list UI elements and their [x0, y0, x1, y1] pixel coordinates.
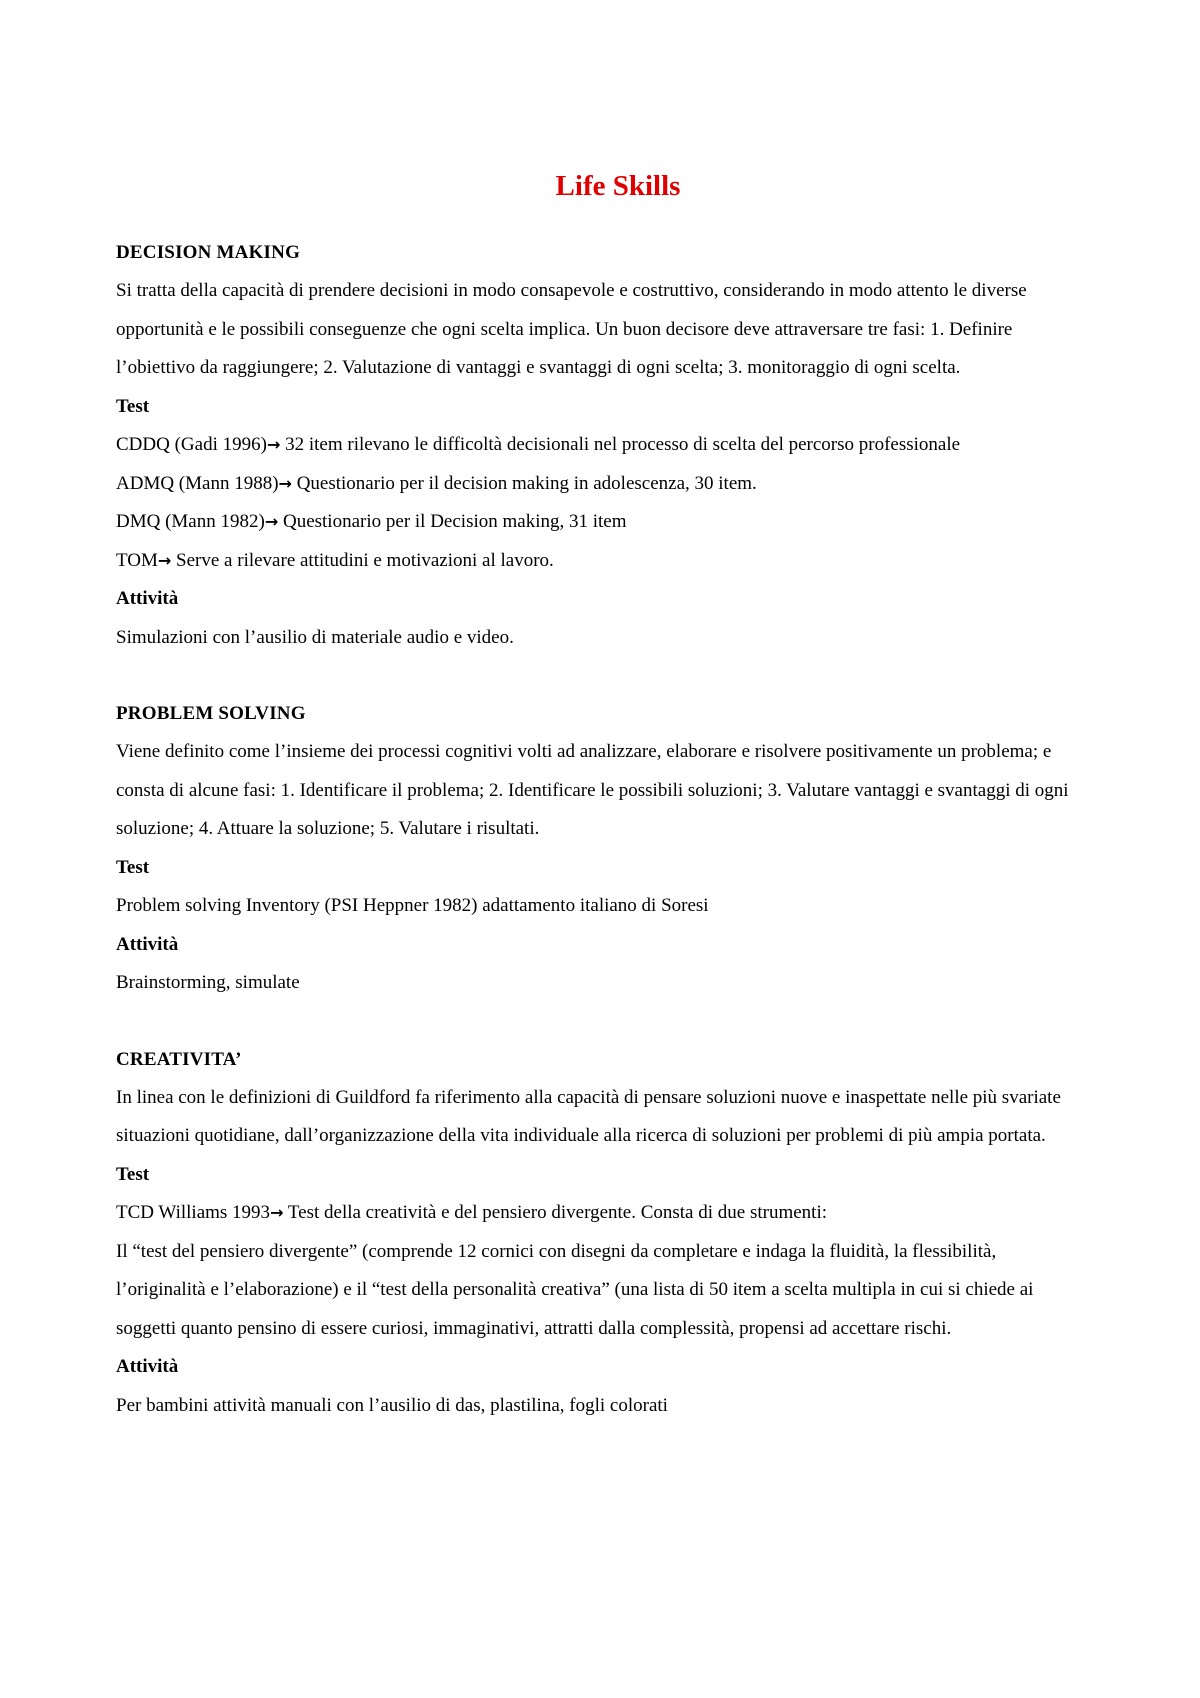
arrow-right-icon: →: [270, 1203, 284, 1222]
test-text: Questionario per il Decision making, 31 item: [278, 511, 627, 532]
test-label: Test: [116, 856, 150, 878]
test-name: TOM: [116, 549, 158, 571]
test-label: Test: [116, 395, 150, 417]
activity-label: Attività: [116, 1356, 179, 1377]
test-item: [116, 1194, 1090, 1233]
section-heading: CREATIVITA’: [116, 1048, 242, 1070]
test-text: Problem solving Inventory (PSI Heppner 1982) adattamento italiano di Soresi: [116, 895, 709, 916]
activity-label: Attività: [116, 588, 179, 609]
test-text: 32 item rilevano le difficoltà decisionali nel processo di scelta del percorso professionale: [280, 434, 961, 455]
activity-text: Per bambini attività manuali con l’ausilio di das, plastilina, fogli colorati: [116, 1394, 668, 1416]
test-label: Test: [116, 1163, 150, 1185]
test-text: Test della creatività e del pensiero divergente. Consta di due strumenti:: [283, 1202, 828, 1223]
section-problem-solving: [116, 695, 1090, 1003]
section-decision-making: [116, 234, 1090, 657]
section-heading: PROBLEM SOLVING: [116, 703, 306, 724]
test-item: [116, 503, 1090, 542]
test-item: [116, 465, 1090, 504]
test-item: [116, 426, 1090, 465]
test-text: Serve a rilevare attitudini e motivazioni al lavoro.: [171, 549, 554, 571]
test-name: ADMQ (Mann 1988): [116, 472, 279, 494]
arrow-right-icon: →: [157, 550, 172, 570]
arrow-right-icon: →: [278, 473, 292, 493]
test-name: TCD Williams 1993: [116, 1202, 271, 1223]
test-name: CDDQ (Gadi 1996): [116, 434, 267, 455]
section-description: In linea con le definizioni di Guildford fa riferimento alla capacità di pensare soluzioni nuove e inaspettate nelle più svariate situazioni quotidiane, dall’organizzazione della vita individuale alla ricerca di soluzioni per problemi di più ampia portata.: [116, 1086, 1061, 1146]
arrow-right-icon: →: [264, 512, 279, 531]
activity-text: Simulazioni con l’ausilio di materiale audio e video.: [116, 626, 514, 648]
section-description: Viene definito come l’insieme dei processi cognitivi volti ad analizzare, elaborare e risolvere positivamente un problema; e consta di alcune fasi: 1. Identificare il problema; 2. Identificare le possibili soluzioni; 3. Valutare vantaggi e svantaggi di ogni soluzione; 4. Attuare la soluzione; 5. Valutare i risultati.: [116, 741, 1069, 839]
section-description: Si tratta della capacità di prendere decisioni in modo consapevole e costruttivo, considerando in modo attento le diverse opportunità e le possibili conseguenze che ogni scelta implica. Un buon decisore deve attraversare tre fasi: 1. Definire l’obiettivo da raggiungere; 2. Valutazione di vantaggi e svantaggi di ogni scelta; 3. monitoraggio di ogni scelta.: [116, 280, 1027, 378]
test-item: [116, 542, 1090, 581]
activity-text: Brainstorming, simulate: [116, 972, 300, 993]
test-name: DMQ (Mann 1982): [116, 511, 265, 532]
activity-label: Attività: [116, 933, 179, 955]
section-creativita: [116, 1041, 1090, 1426]
arrow-right-icon: →: [266, 435, 281, 454]
test-detail: Il “test del pensiero divergente” (comprende 12 cornici con disegni da completare e indaga la fluidità, la flessibilità, l’originalità e l’elaborazione) e il “test della personalità creativa” (una lista di 50 item a scelta multipla in cui si chiede ai soggetti quanto pensino di essere curiosi, immaginativi, attratti dalla complessità, propensi ad accettare rischi.: [116, 1240, 1034, 1339]
document-title: Life Skills: [555, 170, 681, 202]
section-heading: DECISION MAKING: [116, 242, 301, 263]
test-text: Questionario per il decision making in adolescenza, 30 item.: [291, 472, 757, 494]
